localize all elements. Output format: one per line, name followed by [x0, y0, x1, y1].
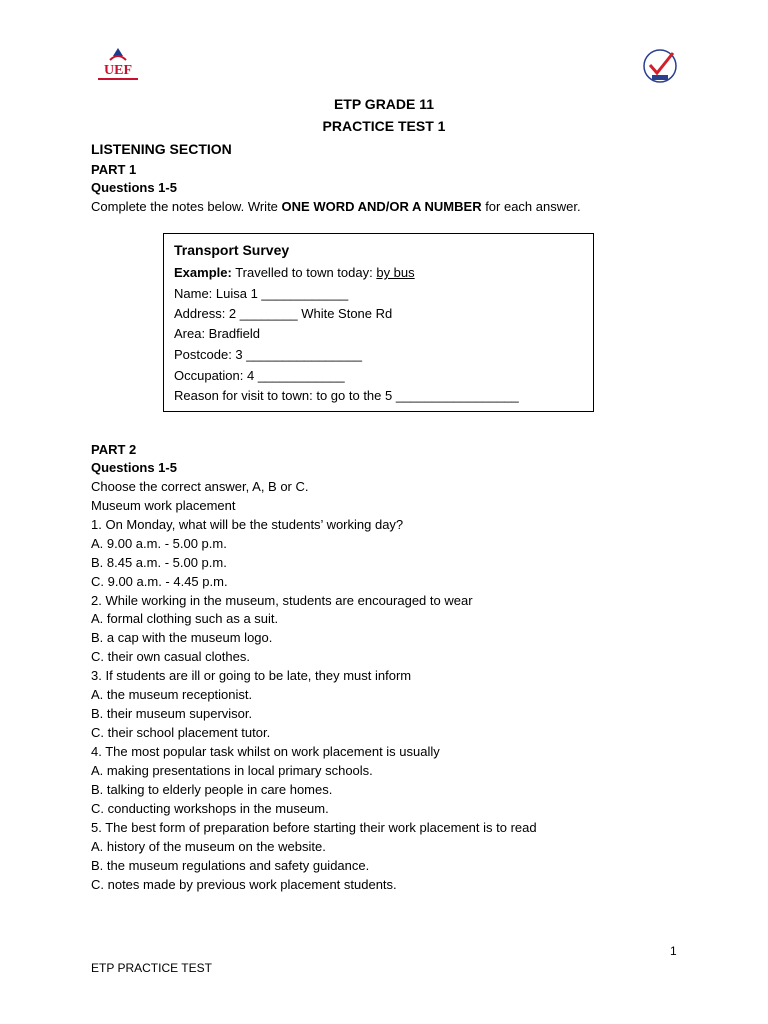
example-text: Travelled to town today:: [231, 265, 377, 280]
footer-text: ETP PRACTICE TEST: [91, 961, 212, 975]
check-logo: [640, 47, 680, 85]
q5-option-c: C. notes made by previous work placement students.: [91, 877, 397, 892]
instruction-suffix: for each answer.: [481, 199, 581, 214]
transport-survey-box: [163, 233, 594, 412]
part1-questions: Questions 1-5: [91, 180, 177, 195]
q1-option-a: A. 9.00 a.m. - 5.00 p.m.: [91, 536, 227, 551]
question-4: 4. The most popular task whilst on work placement is usually: [91, 744, 440, 759]
q5-option-a: A. history of the museum on the website.: [91, 839, 326, 854]
example-label: Example:: [174, 265, 232, 280]
part1-label: PART 1: [91, 162, 137, 177]
survey-title: Transport Survey: [174, 242, 290, 258]
q1-option-c: C. 9.00 a.m. - 4.45 p.m.: [91, 574, 228, 589]
page-number: 1: [670, 944, 677, 958]
q2-option-b: B. a cap with the museum logo.: [91, 630, 273, 645]
survey-line-address: Address: 2 ________ White Stone Rd: [174, 306, 393, 321]
question-1: 1. On Monday, what will be the students’ working day?: [91, 517, 404, 532]
question-2: 2. While working in the museum, students are encouraged to wear: [91, 593, 473, 608]
q1-option-b: B. 8.45 a.m. - 5.00 p.m.: [91, 555, 227, 570]
uef-logo-text: UEF: [104, 63, 132, 78]
part2-instruction: Choose the correct answer, A, B or C.: [91, 479, 309, 494]
title-practice-test: PRACTICE TEST 1: [322, 118, 446, 134]
q3-option-b: B. their museum supervisor.: [91, 706, 253, 721]
q3-option-a: A. the museum receptionist.: [91, 687, 253, 702]
title-grade: ETP GRADE 11: [333, 96, 435, 112]
q5-option-b: B. the museum regulations and safety guidance.: [91, 858, 370, 873]
example-answer: by bus: [376, 265, 415, 280]
part2-topic: Museum work placement: [91, 498, 236, 513]
question-3: 3. If students are ill or going to be late, they must inform: [91, 668, 412, 683]
survey-example: [174, 265, 415, 280]
survey-line-postcode: Postcode: 3 ________________: [174, 347, 362, 362]
question-5: 5. The best form of preparation before starting their work placement is to read: [91, 820, 537, 835]
q2-option-c: C. their own casual clothes.: [91, 649, 250, 664]
q4-option-a: A. making presentations in local primary schools.: [91, 763, 373, 778]
uef-logo: [92, 46, 144, 84]
q4-option-b: B. talking to elderly people in care homes.: [91, 782, 333, 797]
instruction-bold: ONE WORD AND/OR A NUMBER: [281, 199, 482, 214]
survey-line-reason: Reason for visit to town: to go to the 5 _________________: [174, 388, 519, 403]
part2-label: PART 2: [91, 442, 137, 457]
q3-option-c: C. their school placement tutor.: [91, 725, 271, 740]
part2-questions: Questions 1-5: [91, 460, 177, 475]
survey-line-name: Name: Luisa 1 ____________: [174, 286, 349, 301]
q4-option-c: C. conducting workshops in the museum.: [91, 801, 329, 816]
survey-line-area: Area: Bradfield: [174, 326, 260, 341]
instruction-prefix: Complete the notes below. Write: [91, 199, 282, 214]
section-title: LISTENING SECTION: [91, 141, 232, 157]
part1-instruction: [91, 199, 581, 214]
survey-line-occupation: Occupation: 4 ____________: [174, 368, 345, 383]
q2-option-a: A. formal clothing such as a suit.: [91, 611, 279, 626]
